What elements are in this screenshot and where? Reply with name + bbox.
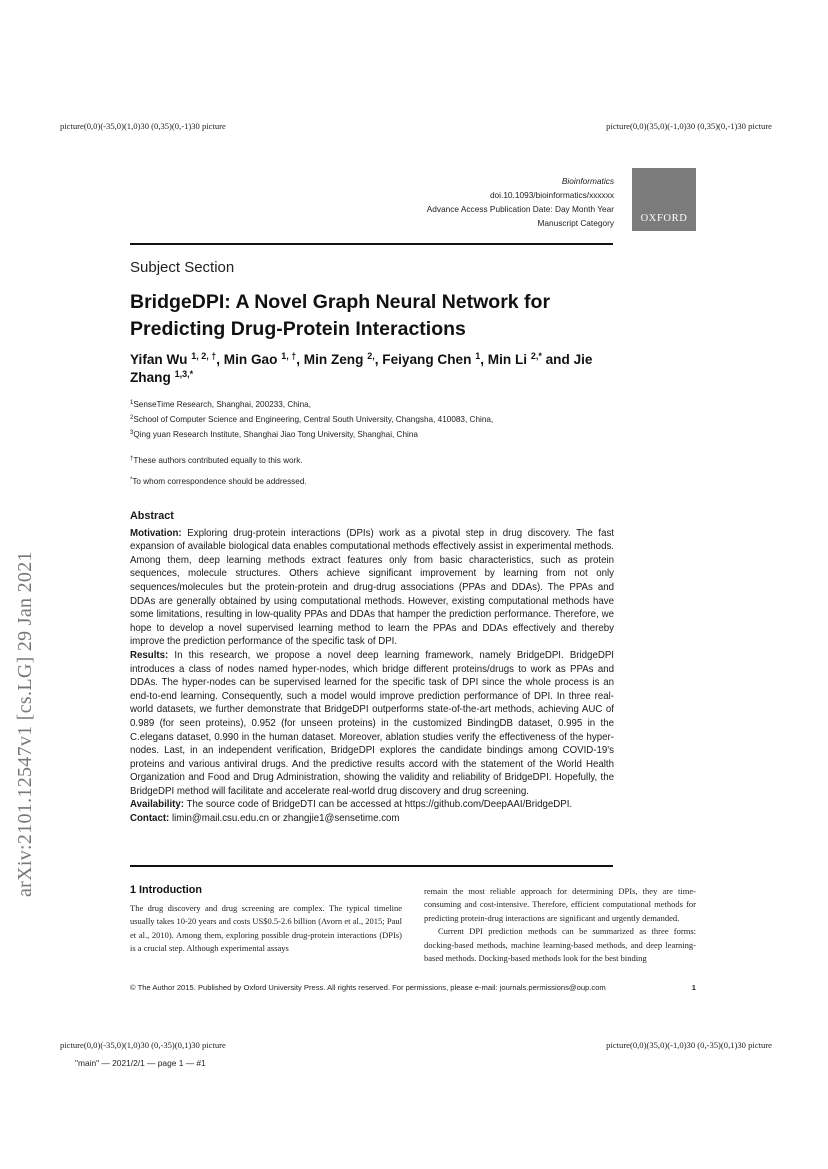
author-name: Min Li [487, 352, 528, 367]
intro-right-column [424, 885, 696, 965]
journal-doi: doi.10.1093/bioinformatics/xxxxxx [489, 190, 614, 200]
correspondence-note: *To whom correspondence should be addressed. [130, 477, 307, 486]
author-separator: , [296, 352, 304, 367]
oxford-logo-text: OXFORD [640, 213, 688, 224]
header-rule [130, 243, 613, 245]
author-affiliation-mark: 1, 2, † [191, 351, 217, 361]
author-affiliation-mark: 1 [475, 351, 481, 361]
running-footer: "main" — 2021/2/1 — page 1 — #1 [75, 1058, 206, 1068]
author-separator: and [541, 352, 574, 367]
copyright-footer [130, 983, 696, 992]
author-affiliation-mark: 1,3,* [174, 369, 194, 379]
abstract-motivation: Motivation: Exploring drug-protein interactions (DPIs) work as a pivotal step in drug discovery. The fast expansion of available biological data enables computational methods effectively assist in experimental methods. Among them, deep learning methods extract features only from basic characteristics, such as protein sequences, molecule structures. Others achieve significant improvement by learning from not only sequences/molecules but the protein-protein and drug-drug associations (PPAs and DDAs). The PPAs and DDAs are generally obtained by using computational methods. However, existing computational methods have some limitations, resulting in low-quality PPAs and DDAs that hamper the prediction performance. Therefore, we hope to develop a novel supervised learning method to learn the PPAs and DDAs effectively and thereby improve the prediction performance of the specific task of DPI. [130, 527, 614, 648]
arxiv-stamp: arXiv:2101.12547v1 [cs.LG] 29 Jan 2021 [14, 551, 36, 897]
equal-contribution-note: †These authors contributed equally to this work. [130, 456, 303, 465]
copyright-text: © The Author 2015. Published by Oxford University Press. All rights reserved. For permissions, please e-mail: journals.permissions@oup.com [130, 983, 606, 992]
author-name: Jie Zhang [130, 352, 593, 385]
author-name: Min Zeng [303, 352, 364, 367]
author-separator: , [374, 352, 383, 367]
author-list [130, 351, 630, 387]
author-affiliation-mark: 1, † [281, 351, 297, 361]
abstract [130, 510, 614, 826]
abstract-rule [130, 865, 613, 867]
journal-name: Bioinformatics [561, 176, 614, 186]
subject-section: Subject Section [130, 259, 235, 276]
intro-left-column [130, 902, 402, 956]
author-separator: , [480, 352, 488, 367]
author-name: Min Gao [223, 352, 278, 367]
abstract-availability: Availability: The source code of BridgeDTI can be accessed at https://github.com/DeepAAI/BridgeDPI. [130, 799, 573, 811]
abstract-contact: Contact: limin@mail.csu.edu.cn or zhangjie1@sensetime.com [130, 813, 400, 825]
author-affiliation-mark: 2,* [530, 351, 542, 361]
journal-meta [427, 174, 614, 230]
author-affiliation-mark: 2, [367, 351, 375, 361]
paper-title: BridgeDPI: A Novel Graph Neural Network for Predicting Drug-Protein Interactions [130, 291, 551, 340]
author-name: Feiyang Chen [382, 352, 472, 367]
affiliations [130, 397, 493, 442]
intro-paragraph: The drug discovery and drug screening are complex. The typical timeline usually takes 10-20 years and costs US$0.5-2.6 billion (Avorn et al., 2015; Paul et al., 2010). Among them, exploring possible drug-protein interactions (DPIs) is a crucial step. Although experimental assays [130, 903, 402, 954]
crop-mark-top-right: picture(0,0)(35,0)(-1,0)30 (0,35)(0,-1)30 picture [606, 121, 772, 131]
journal-access-date: Advance Access Publication Date: Day Month Year [426, 204, 614, 214]
manuscript-category: Manuscript Category [537, 218, 614, 228]
crop-mark-bottom-right: picture(0,0)(35,0)(-1,0)30 (0,-35)(0,1)30 picture [606, 1040, 772, 1050]
author-separator: , [216, 352, 224, 367]
intro-paragraph: Current DPI prediction methods can be summarized as three forms: docking-based methods, machine learning-based methods, and deep learning-based methods. Docking-based methods look for the best binding [424, 926, 696, 964]
oxford-logo [632, 168, 696, 231]
abstract-results: Results: In this research, we propose a novel deep learning framework, namely BridgeDPI. BridgeDPI introduces a class of nodes named hyper-nodes, which bridge different proteins/drugs to work as PPAs and DDAs. The hyper-nodes can be supervised learned for the specific task of DPI since the whole process is an end-to-end learning. Consequently, such a model would improve prediction performance of DPI. In three real-world datasets, we further demonstrate that BridgeDPI outperforms state-of-the-art methods, achieving AUC of 0.989 (for seen proteins), 0.952 (for unseen proteins) in the customized BindingDB dataset, 0.995 in the C.elegans dataset, 0.990 in the human dataset. Moreover, ablation studies verify the effectiveness of the hyper-nodes. Last, in an independent verification, BridgeDPI explores the candidate bindings among COVID-19's proteins and various antiviral drugs. And the predictive results accord with the statement of the World Health Organization and Food and Drug Administration, showing the validity and reliability of BridgeDPI. Hopefully, the BridgeDPI method will facilitate and accelerate real-world drug discovery and drug screening. [130, 649, 614, 797]
crop-mark-bottom-left: picture(0,0)(-35,0)(1,0)30 (0,-35)(0,1)30 picture [60, 1040, 226, 1050]
crop-mark-top-left: picture(0,0)(-35,0)(1,0)30 (0,35)(0,-1)30 picture [60, 121, 226, 131]
author-name: Yifan Wu [130, 352, 188, 367]
affiliation-item: $^1$SenseTime Research, Shanghai, 200233, China, [130, 400, 312, 409]
affiliation-item: $^2$School of Computer Science and Engineering, Central South University, Changsha, 410083, China, [130, 415, 494, 424]
abstract-heading: Abstract [130, 510, 174, 522]
affiliation-item: $^3$Qing yuan Research Institute, Shanghai Jiao Tong University, Shanghai, China [130, 430, 418, 439]
section-heading-introduction: 1 Introduction [130, 884, 202, 896]
intro-paragraph: remain the most reliable approach for determining DPIs, they are time-consuming and cost-intensive. Therefore, efficient computational methods for predicting protein-drug interactions are significant and urgently demanded. [424, 886, 696, 923]
page-number: 1 [691, 983, 696, 992]
